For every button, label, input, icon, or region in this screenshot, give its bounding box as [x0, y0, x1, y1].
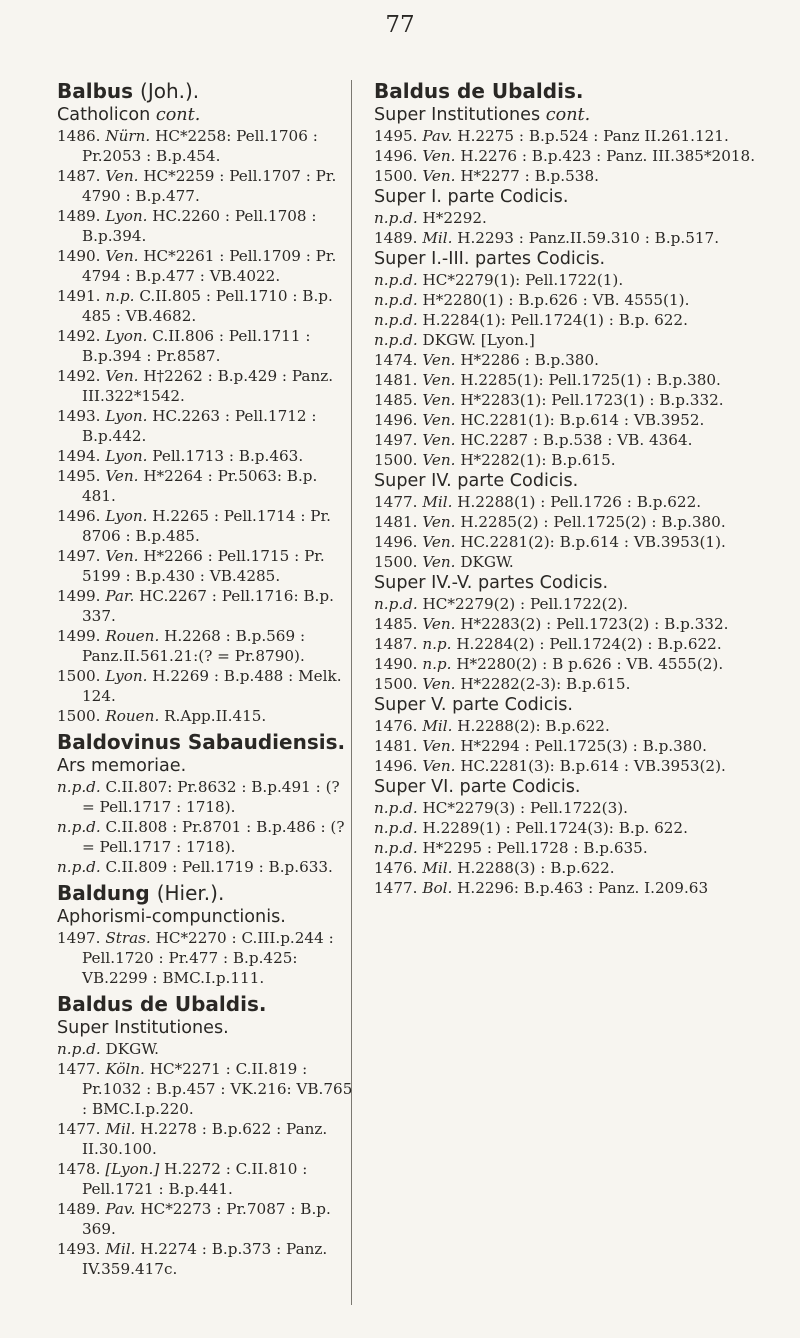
record-text: H*2266 : Pell.1715 : Pr. 5199 : B.p.430 : VB.4285.	[82, 547, 325, 585]
catalog-record	[57, 857, 353, 877]
record-year: 1497.	[57, 929, 101, 947]
record-place: Ven.	[422, 371, 456, 389]
catalog-record	[57, 626, 353, 666]
record-place: Ven.	[422, 737, 456, 755]
record-text: H*2292.	[422, 209, 487, 227]
catalog-record	[57, 366, 353, 406]
catalog-record	[374, 878, 756, 898]
record-list	[374, 126, 756, 186]
record-place: n.p.d.	[57, 1040, 101, 1058]
record-place: Pav.	[422, 127, 453, 145]
work-title: Aphorismi-compunctionis.	[57, 907, 286, 927]
record-year: 1478.	[57, 1160, 101, 1178]
record-place: n.p.	[422, 635, 452, 653]
record-year: 1481.	[374, 513, 418, 531]
record-place: Mil.	[422, 229, 453, 247]
catalog-record	[374, 512, 756, 532]
work-title: Ars memoriae.	[57, 756, 187, 776]
record-place: Lyon.	[105, 447, 148, 465]
catalog-record	[57, 1159, 353, 1199]
record-place: Ven.	[105, 547, 139, 565]
catalog-record	[57, 706, 353, 726]
catalog-record	[374, 838, 756, 858]
catalog-record	[374, 736, 756, 756]
record-text: HC*2259 : Pell.1707 : Pr. 4790 : B.p.477.	[82, 167, 337, 205]
record-text: HC.2281(1): B.p.614 : VB.3952.	[460, 411, 705, 429]
record-year: 1500.	[57, 667, 101, 685]
record-place: n.p.d.	[374, 799, 418, 817]
record-text: H.2285(1): Pell.1725(1) : B.p.380.	[460, 371, 721, 389]
record-list	[57, 126, 353, 726]
catalog-record	[57, 446, 353, 466]
catalog-record	[374, 146, 756, 166]
catalog-record	[57, 777, 353, 817]
record-place: Mil.	[422, 859, 453, 877]
record-place: Ven.	[105, 167, 139, 185]
record-text: H†2262 : B.p.429 : Panz. III.322*1542.	[82, 367, 334, 405]
record-list	[374, 208, 756, 248]
record-year: 1477.	[57, 1120, 101, 1138]
record-place: [Lyon.]	[105, 1160, 160, 1178]
record-text: HC.2281(3): B.p.614 : VB.3953(2).	[460, 757, 726, 775]
entry-title-balbus: Balbus (Joh.).	[57, 79, 200, 103]
work-title: Super Institutiones.	[57, 1018, 229, 1038]
record-year: 1496.	[374, 533, 418, 551]
record-text: HC*2273 : Pr.7087 : B.p. 369.	[82, 1200, 331, 1238]
record-place: Ven.	[422, 757, 456, 775]
record-year: 1477.	[57, 1060, 101, 1078]
catalog-record	[57, 1199, 353, 1239]
work-title: Super Institutiones cont.	[374, 105, 591, 125]
record-year: 1477.	[374, 879, 418, 897]
record-year: 1490.	[374, 655, 418, 673]
catalog-record	[374, 492, 756, 512]
record-text: HC*2279(3) : Pell.1722(3).	[422, 799, 629, 817]
record-text: C.II.805 : Pell.1710 : B.p. 485 : VB.4682.	[82, 287, 333, 325]
record-text: R.App.II.415.	[164, 707, 267, 725]
record-year: 1492.	[57, 327, 101, 345]
record-text: HC*2261 : Pell.1709 : Pr. 4794 : B.p.477 : VB.4022.	[82, 247, 337, 285]
catalog-record	[374, 450, 756, 470]
record-place: Ven.	[422, 411, 456, 429]
record-text: HC*2279(2) : Pell.1722(2).	[422, 595, 629, 613]
record-place: n.p.d.	[57, 858, 101, 876]
catalog-record	[374, 798, 756, 818]
record-text: HC*2270 : C.III.p.244 : Pell.1720 : Pr.477 : B.p.425: VB.2299 : BMC.I.p.111.	[82, 929, 334, 987]
record-place: n.p.d.	[374, 311, 418, 329]
record-year: 1485.	[374, 391, 418, 409]
record-text: HC*2258: Pell.1706 : Pr.2053 : B.p.454.	[82, 127, 318, 165]
catalog-record	[57, 206, 353, 246]
record-year: 1481.	[374, 371, 418, 389]
record-text: H*2283(1): Pell.1723(1) : B.p.332.	[460, 391, 724, 409]
record-text: H*2264 : Pr.5063: B.p. 481.	[82, 467, 318, 505]
record-list	[374, 798, 756, 898]
catalog-record	[57, 246, 353, 286]
record-year: 1496.	[374, 147, 418, 165]
entry-title-baldus: Baldus de Ubaldis.	[57, 992, 267, 1016]
record-place: n.p.d.	[374, 209, 418, 227]
record-text: H.2288(2): B.p.622.	[457, 717, 610, 735]
catalog-record	[57, 817, 353, 857]
record-text: C.II.807: Pr.8632 : B.p.491 : (? = Pell.1717 : 1718).	[82, 778, 340, 816]
record-place: n.p.d.	[57, 818, 101, 836]
record-text: HC.2267 : Pell.1716: B.p. 337.	[82, 587, 334, 625]
catalog-record	[374, 756, 756, 776]
record-text: HC.2263 : Pell.1712 : B.p.442.	[82, 407, 317, 445]
record-place: Ven.	[422, 431, 456, 449]
record-place: Ven.	[422, 513, 456, 531]
record-year: 1496.	[374, 411, 418, 429]
work-title: Super IV. parte Codicis.	[374, 471, 579, 491]
record-place: Bol.	[422, 879, 453, 897]
record-text: C.II.809 : Pell.1719 : B.p.633.	[105, 858, 333, 876]
record-year: 1493.	[57, 407, 101, 425]
catalog-record	[57, 586, 353, 626]
work-title: Super V. parte Codicis.	[374, 695, 574, 715]
record-text: HC*2271 : C.II.819 : Pr.1032 : B.p.457 : VK.216: VB.765 : BMC.I.p.220.	[82, 1060, 353, 1118]
catalog-record	[57, 466, 353, 506]
record-place: Ven.	[422, 533, 456, 551]
record-place: Lyon.	[105, 327, 148, 345]
record-place: Lyon.	[105, 407, 148, 425]
record-text: H.2284(2) : Pell.1724(2) : B.p.622.	[456, 635, 722, 653]
record-list	[57, 777, 353, 877]
record-list	[374, 594, 756, 694]
record-text: H*2280(1) : B.p.626 : VB. 4555(1).	[422, 291, 690, 309]
record-year: 1487.	[57, 167, 101, 185]
catalog-record	[374, 350, 756, 370]
record-text: H.2288(3) : B.p.622.	[457, 859, 615, 877]
record-place: n.p.d.	[374, 271, 418, 289]
catalog-record	[374, 270, 756, 290]
record-place: Ven.	[422, 615, 456, 633]
record-year: 1489.	[374, 229, 418, 247]
record-year: 1496.	[57, 507, 101, 525]
record-place: Köln.	[105, 1060, 145, 1078]
record-place: n.p.	[105, 287, 135, 305]
record-text: H.2275 : B.p.524 : Panz II.261.121.	[457, 127, 729, 145]
record-year: 1476.	[374, 717, 418, 735]
record-list	[57, 928, 353, 988]
record-text: H.2289(1) : Pell.1724(3): B.p. 622.	[422, 819, 688, 837]
record-text: H*2283(2) : Pell.1723(2) : B.p.332.	[460, 615, 729, 633]
entry-title-baldung: Baldung (Hier.).	[57, 881, 225, 905]
record-text: H.2285(2) : Pell.1725(2) : B.p.380.	[460, 513, 726, 531]
record-text: DKGW. [Lyon.]	[422, 331, 535, 349]
catalog-record	[57, 506, 353, 546]
record-text: H.2274 : B.p.373 : Panz. IV.359.417c.	[82, 1240, 328, 1278]
record-year: 1497.	[57, 547, 101, 565]
catalog-record	[374, 674, 756, 694]
record-place: Ven.	[105, 367, 139, 385]
left-column	[57, 78, 353, 1279]
record-text: H*2282(1): B.p.615.	[460, 451, 616, 469]
entry-title-baldovinus: Baldovinus Sabaudiensis.	[57, 730, 346, 754]
record-place: Ven.	[422, 391, 456, 409]
record-text: H.2293 : Panz.II.59.310 : B.p.517.	[457, 229, 720, 247]
record-text: H*2282(2-3): B.p.615.	[460, 675, 631, 693]
record-year: 1476.	[374, 859, 418, 877]
record-text: DKGW.	[460, 553, 514, 571]
record-year: 1493.	[57, 1240, 101, 1258]
record-year: 1497.	[374, 431, 418, 449]
record-text: H.2296: B.p.463 : Panz. I.209.63	[457, 879, 709, 897]
catalog-record	[374, 390, 756, 410]
record-year: 1485.	[374, 615, 418, 633]
record-place: n.p.d.	[374, 331, 418, 349]
record-year: 1486.	[57, 127, 101, 145]
work-title: Super I.-III. partes Codicis.	[374, 249, 606, 269]
page-number: 77	[385, 12, 415, 38]
record-text: DKGW.	[105, 1040, 159, 1058]
catalog-record	[374, 126, 756, 146]
catalog-record	[374, 228, 756, 248]
record-list	[57, 1039, 353, 1279]
catalog-record	[374, 634, 756, 654]
catalog-record	[374, 532, 756, 552]
work-title: Super VI. parte Codicis.	[374, 777, 581, 797]
catalog-record	[374, 208, 756, 228]
record-place: Rouen.	[105, 707, 160, 725]
record-year: 1500.	[374, 553, 418, 571]
catalog-record	[374, 166, 756, 186]
record-place: n.p.d.	[374, 595, 418, 613]
catalog-record	[57, 546, 353, 586]
record-place: Ven.	[422, 451, 456, 469]
record-year: 1500.	[374, 675, 418, 693]
record-list	[374, 716, 756, 776]
record-place: Lyon.	[105, 667, 148, 685]
record-year: 1500.	[374, 451, 418, 469]
record-year: 1489.	[57, 207, 101, 225]
catalog-record	[374, 614, 756, 634]
record-year: 1492.	[57, 367, 101, 385]
entry-title-baldus-cont: Baldus de Ubaldis.	[374, 79, 584, 103]
work-title: Catholicon cont.	[57, 105, 201, 125]
catalog-record	[57, 406, 353, 446]
record-year: 1495.	[57, 467, 101, 485]
catalog-record	[57, 126, 353, 166]
record-place: Ven.	[422, 147, 456, 165]
record-text: C.II.806 : Pell.1711 : B.p.394 : Pr.8587.	[82, 327, 311, 365]
catalog-record	[374, 654, 756, 674]
record-text: C.II.808 : Pr.8701 : B.p.486 : (? = Pell.1717 : 1718).	[82, 818, 345, 856]
record-place: Mil.	[105, 1240, 136, 1258]
catalog-record	[57, 1119, 353, 1159]
record-text: HC.2260 : Pell.1708 : B.p.394.	[82, 207, 317, 245]
record-place: Rouen.	[105, 627, 160, 645]
record-place: Ven.	[422, 675, 456, 693]
record-year: 1477.	[374, 493, 418, 511]
record-place: Nürn.	[105, 127, 151, 145]
record-text: HC*2279(1): Pell.1722(1).	[422, 271, 624, 289]
record-year: 1490.	[57, 247, 101, 265]
catalog-record	[374, 290, 756, 310]
catalog-record	[374, 818, 756, 838]
record-year: 1500.	[374, 167, 418, 185]
record-text: H*2295 : Pell.1728 : B.p.635.	[422, 839, 648, 857]
catalog-record	[374, 552, 756, 572]
catalog-record	[57, 326, 353, 366]
catalog-record	[57, 928, 353, 988]
catalog-record	[57, 166, 353, 206]
record-year: 1491.	[57, 287, 101, 305]
record-place: n.p.d.	[374, 839, 418, 857]
record-place: Ven.	[105, 247, 139, 265]
record-year: 1499.	[57, 587, 101, 605]
record-place: Lyon.	[105, 207, 148, 225]
record-place: Mil.	[105, 1120, 136, 1138]
record-place: n.p.	[422, 655, 452, 673]
record-text: HC.2287 : B.p.538 : VB. 4364.	[460, 431, 693, 449]
record-year: 1496.	[374, 757, 418, 775]
catalog-record	[57, 286, 353, 326]
catalog-record	[57, 1059, 353, 1119]
catalog-record	[57, 1239, 353, 1279]
record-text: H*2294 : Pell.1725(3) : B.p.380.	[460, 737, 707, 755]
record-text: H.2284(1): Pell.1724(1) : B.p. 622.	[422, 311, 688, 329]
record-text: H*2286 : B.p.380.	[460, 351, 599, 369]
catalog-record	[374, 330, 756, 350]
catalog-record	[57, 1039, 353, 1059]
catalog-record	[374, 410, 756, 430]
catalog-record	[374, 430, 756, 450]
record-year: 1474.	[374, 351, 418, 369]
record-text: H.2288(1) : Pell.1726 : B.p.622.	[457, 493, 702, 511]
record-year: 1489.	[57, 1200, 101, 1218]
work-title: Super I. parte Codicis.	[374, 187, 569, 207]
record-text: H*2280(2) : B p.626 : VB. 4555(2).	[456, 655, 724, 673]
record-text: H.2272 : C.II.810 : Pell.1721 : B.p.441.	[82, 1160, 308, 1198]
work-title: Super IV.-V. partes Codicis.	[374, 573, 609, 593]
record-place: Pav.	[105, 1200, 136, 1218]
record-list	[374, 492, 756, 572]
record-place: Ven.	[422, 553, 456, 571]
record-year: 1487.	[374, 635, 418, 653]
record-place: Lyon.	[105, 507, 148, 525]
record-text: H.2268 : B.p.569 : Panz.II.561.21:(? = Pr.8790).	[82, 627, 306, 665]
record-place: Par.	[105, 587, 135, 605]
record-year: 1499.	[57, 627, 101, 645]
record-year: 1495.	[374, 127, 418, 145]
record-text: Pell.1713 : B.p.463.	[152, 447, 304, 465]
record-text: H*2277 : B.p.538.	[460, 167, 599, 185]
record-text: H.2278 : B.p.622 : Panz. II.30.100.	[82, 1120, 328, 1158]
record-text: H.2276 : B.p.423 : Panz. III.385*2018.	[460, 147, 756, 165]
record-place: Stras.	[105, 929, 151, 947]
record-text: H.2265 : Pell.1714 : Pr. 8706 : B.p.485.	[82, 507, 331, 545]
catalog-record	[374, 310, 756, 330]
catalog-record	[374, 594, 756, 614]
record-year: 1481.	[374, 737, 418, 755]
catalog-record	[374, 858, 756, 878]
right-column	[374, 78, 756, 898]
record-list	[374, 270, 756, 470]
record-text: HC.2281(2): B.p.614 : VB.3953(1).	[460, 533, 726, 551]
catalog-record	[374, 716, 756, 736]
record-place: Ven.	[422, 351, 456, 369]
record-year: 1500.	[57, 707, 101, 725]
record-place: n.p.d.	[57, 778, 101, 796]
record-place: n.p.d.	[374, 291, 418, 309]
catalog-record	[374, 370, 756, 390]
record-place: n.p.d.	[374, 819, 418, 837]
record-place: Mil.	[422, 493, 453, 511]
catalog-record	[57, 666, 353, 706]
record-year: 1494.	[57, 447, 101, 465]
record-place: Ven.	[105, 467, 139, 485]
record-text: H.2269 : B.p.488 : Melk. 124.	[82, 667, 342, 705]
record-place: Ven.	[422, 167, 456, 185]
record-place: Mil.	[422, 717, 453, 735]
